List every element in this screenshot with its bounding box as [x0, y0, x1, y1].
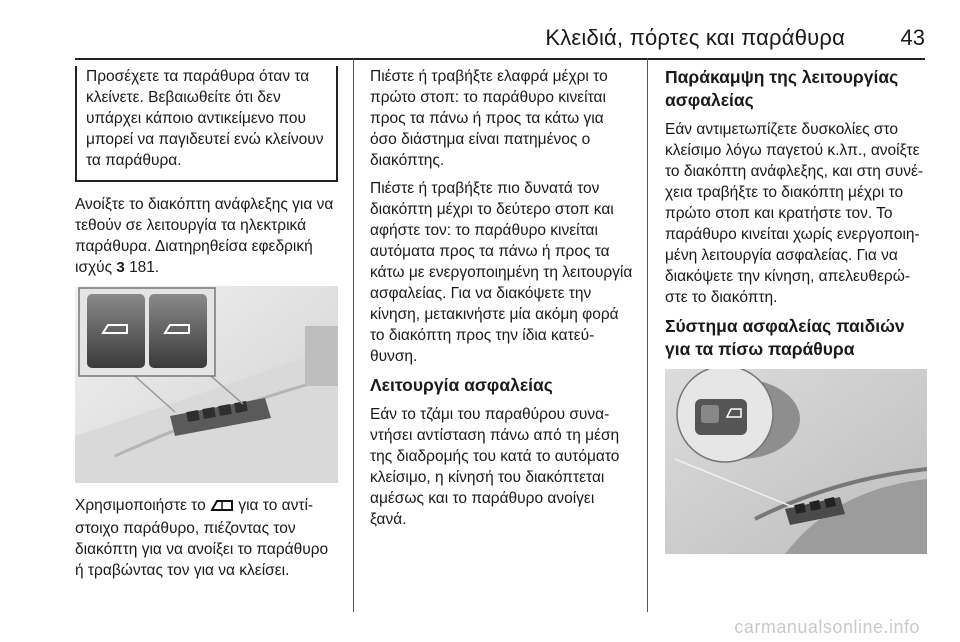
- first-stop-paragraph: Πιέστε ή τραβήξτε ελαφρά μέχρι το πρώτο στοπ: το παράθυρο κινείται προς τα πάνω ή προς τα κάτω για όσο διάστημα είναι πατημένος ο διακόπτης.: [370, 68, 608, 169]
- column-2: [370, 66, 633, 537]
- safety-function-heading: Λειτουργία ασφαλείας: [370, 375, 553, 395]
- reference-arrow-icon: 3: [116, 259, 125, 276]
- window-switch-photo: [75, 286, 338, 483]
- switch-usage-paragraph: Χρησιμοποιήστε το για το αντίστοιχο παράθυρο, πιέζοντας τον διακόπτη για να ανοίξει το παράθυρο ή τραβώντας τον για να κλείσει.: [75, 497, 329, 579]
- column-1: [75, 66, 338, 588]
- override-paragraph: Εάν αντιμετωπίζετε δυσκολίες στο κλείσιμο λόγω παγετού κ.λπ., ανοίξτε το διακόπτη ανάφλεξης, και στη συνέχεια τραβήξτε το διακόπτη μέχρι το πρώτο στοπ και κρατήστε τον. Το παράθυρο κινείται χωρίς ενεργοποιημένη λειτουργία ασφαλείας. Για να διακόψετε την κίνηση, απελευθερώστε το διακόπτη.: [665, 121, 924, 306]
- child-safety-heading: Σύστημα ασφαλείας παιδιών για τα πίσω παράθυρα: [665, 316, 905, 359]
- column-divider: [647, 58, 648, 612]
- page-reference[interactable]: 181.: [129, 259, 160, 276]
- chapter-title: Κλειδιά, πόρτες και παράθυρα: [545, 25, 845, 50]
- watermark: carmanualsonline.info: [734, 617, 920, 637]
- override-heading: Παράκαμψη της λειτουργίας ασφαλείας: [665, 67, 899, 110]
- column-3: [665, 66, 927, 566]
- page-header: [75, 25, 925, 57]
- child-safety-photo: [665, 369, 927, 554]
- header-rule: [75, 58, 925, 60]
- page-number: 43: [900, 25, 925, 50]
- ignition-paragraph: Ανοίξτε το διακόπτη ανάφλεξης για να τεθούν σε λειτουργία τα ηλεκτρικά παράθυρα. Διατηρηθείσα εφεδρική ισχύς 3 181.: [75, 196, 334, 276]
- caution-notice: [75, 66, 338, 182]
- caution-text: Προσέχετε τα παράθυρα όταν τα κλείνετε. Βεβαιωθείτε ότι δεν υπάρχει κάποιο αντικείμενο που μπορεί να παγιδευτεί ενώ κλείνουν τα παράθυρα.: [86, 68, 324, 169]
- safety-function-paragraph: Εάν το τζάμι του παραθύρου συναντήσει αντίσταση πάνω από τη μέση της διαδρομής του κατά το αυτόματο κλείσιμο, η κίνησή του διακόπτεται αμέσως και το παράθυρο ανοίγει ξανά.: [370, 406, 620, 528]
- column-divider: [353, 58, 354, 612]
- second-stop-paragraph: Πιέστε ή τραβήξτε πιο δυνατά τον διακόπτη μέχρι το δεύτερο στοπ και αφήστε τον: το παράθυρο κινείται αυτόματα προς τα πάνω ή προς τα κάτω με ενεργοποιημένη τη λειτουργία ασφαλείας. Για να διακόψετε την κίνηση, μετακινήστε μία ακόμη φορά το διακόπτη προς την ίδια κατεύθυνση.: [370, 180, 633, 365]
- window-switch-icon: [210, 497, 234, 518]
